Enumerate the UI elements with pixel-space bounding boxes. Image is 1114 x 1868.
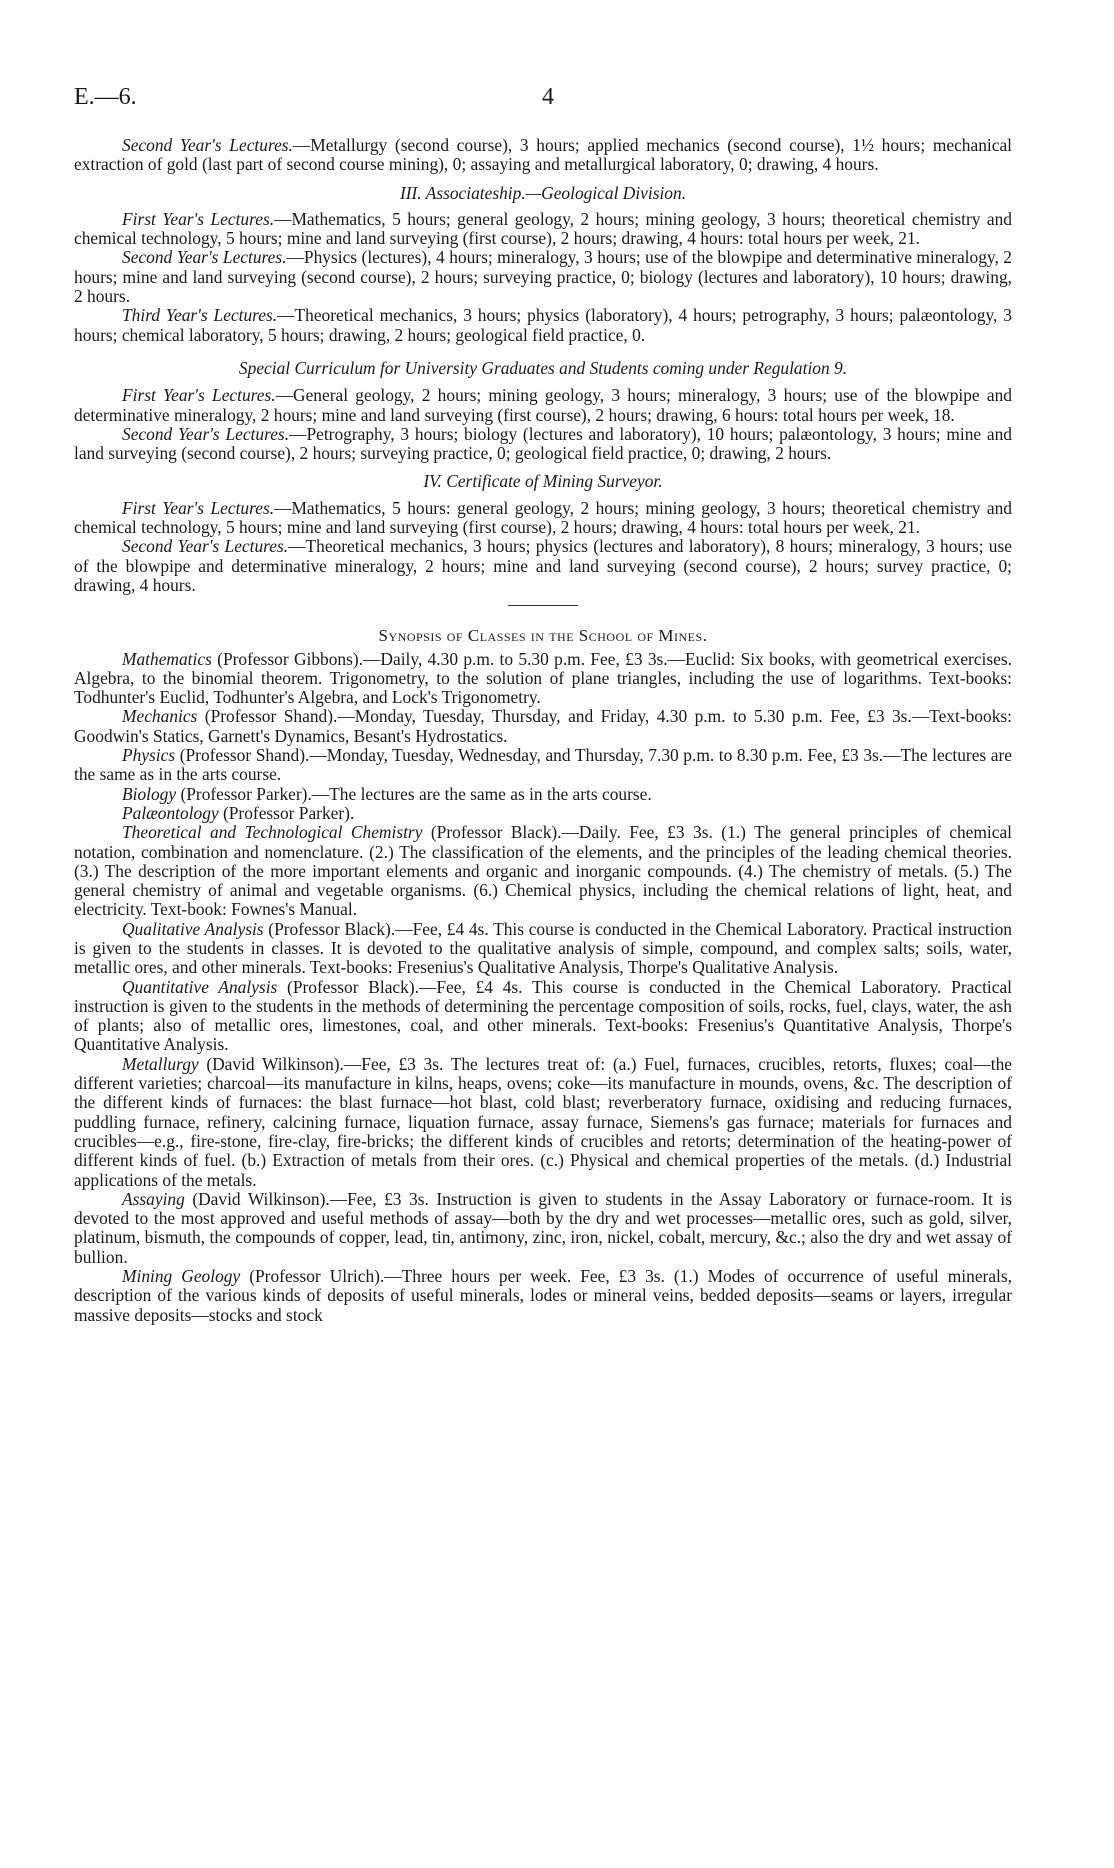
paragraph-text: —Metallurgy (second course), 3 hours; applied mechanics (second course), 1½ hours; mechanical extraction of gold (last part of second course mining), 0; assaying and metallurgical laboratory, 0; drawing, 4 hours.: [74, 135, 1012, 175]
paragraph-lead: Assaying: [122, 1188, 185, 1209]
paragraph-lead: Second Year's Lectures.: [122, 247, 287, 268]
paragraph-text: (Professor Parker).—The lectures are the same as in the arts course.: [176, 783, 652, 804]
paragraph: [74, 1190, 1012, 1267]
paragraph-text: (Professor Shand).—Monday, Tuesday, Wednesday, and Thursday, 7.30 p.m. to 8.30 p.m. Fee, £3 3s.—The lectures are the same as in the arts course.: [74, 745, 1012, 785]
paragraph-text: (Professor Black).—Fee, £4 4s. This course is conducted in the Chemical Laboratory. Practical instruction is given to the students in the methods of determining the percentage composition of soils, rocks, fuel, clays, water, the ash of plants; also of metallic ores, limestones, coal, and other minerals. Text-books: Fresenius's Quantitative Analysis, Thorpe's Quantitative Analysis.: [74, 976, 1013, 1055]
paragraph: [74, 707, 1012, 746]
section-divider: [508, 605, 578, 606]
paragraph-text: (Professor Gibbons).—Daily, 4.30 p.m. to 5.30 p.m. Fee, £3 3s.—Euclid: Six books, with geometrical exercises. Algebra, to the binomial theorem. Trigonometry, to the solution of plane triangles, including the use of logarithms. Text-books: Todhunter's Euclid, Todhunter's Algebra, and Lock's Trigonometry.: [74, 648, 1012, 708]
paragraph-lead: Mechanics: [122, 706, 198, 727]
paragraph-text: —Mathematics, 5 hours; general geology, 2 hours; mining geology, 3 hours; theoretical chemistry and chemical technology, 5 hours; mine and land surveying (first course), 2 hours; drawing, 4 hours: total hours per week, 21.: [74, 208, 1012, 249]
paragraph-lead: Theoretical and Technological Chemistry: [122, 822, 423, 843]
document-body: [74, 136, 1012, 1325]
paragraph: [74, 804, 1012, 823]
paragraph-text: (David Wilkinson).—Fee, £3 3s. Instruction is given to students in the Assay Laboratory or furnace-room. It is devoted to the most approved and useful methods of assay—both by the dry and wet processes—metallic ores, such as gold, silver, platinum, bismuth, the compounds of copper, lead, tin, antimony, zinc, iron, nickel, cobalt, mercury, &c.; also the dry and wet assay of bullion.: [74, 1188, 1012, 1267]
paragraph-lead: First Year's Lectures.: [122, 208, 275, 229]
paragraph-lead: First Year's Lectures.: [122, 497, 275, 518]
page-number: 4: [542, 84, 554, 110]
paragraph-lead: Mathematics: [122, 648, 212, 669]
paragraph-lead: Second Year's Lectures.: [122, 135, 293, 155]
paragraph: [74, 920, 1012, 978]
section-heading-special: Special Curriculum for University Graduates and Students coming under Regulation 9.: [238, 357, 848, 378]
paragraph-text: —General geology, 2 hours; mining geology, 3 hours; mineralogy, 3 hours; use of the blowpipe and determinative mineralogy, 2 hours; mine and land surveying (first course), 2 hours; drawing, 6 hours: total hours per week, 18.: [74, 385, 1012, 425]
paragraph-lead: Metallurgy: [122, 1053, 199, 1074]
paragraph-text: —Theoretical mechanics, 3 hours; physics (lectures and laboratory), 8 hours; mineralogy, 3 hours; use of the blowpipe and determinative mineralogy, 2 hours; mine and land surveying (second course), 2 hours; survey practice, 0; drawing, 4 hours.: [74, 536, 1012, 595]
paragraph: [74, 248, 1012, 306]
paragraph-text: (Professor Parker).: [218, 802, 355, 823]
paragraph-text: (Professor Black).—Fee, £4 4s. This course is conducted in the Chemical Laboratory. Practical instruction is given to the students in classes. It is devoted to the qualitative analysis of simple, compound, and complex salts; soils, water, metallic ores, and other minerals. Text-books: Fresenius's Qualitative Analysis, Thorpe's Qualitative Analysis.: [74, 918, 1012, 978]
paragraph-lead: Mining Geology: [122, 1266, 241, 1287]
paragraph-lead: Second Year's Lectures.: [122, 423, 290, 444]
paragraph: [74, 425, 1012, 464]
paragraph-lead: Biology: [122, 783, 177, 804]
paragraph-lead: Palæontology: [122, 802, 219, 823]
paragraph: [74, 1055, 1012, 1190]
paragraph: [74, 136, 1012, 175]
paragraph: [74, 978, 1012, 1055]
paragraph-lead: First Year's Lectures.: [122, 385, 276, 406]
paragraph-lead: Second Year's Lectures.: [122, 536, 289, 557]
paragraph-text: (Professor Ulrich).—Three hours per week. Fee, £3 3s. (1.) Modes of occurrence of useful minerals, description of the various kinds of deposits of useful minerals, lodes or mineral veins, bedded deposits—seams or layers, irregular massive deposits—stocks and stock: [74, 1266, 1013, 1325]
page-reference: E.—6.: [74, 84, 137, 110]
synopsis-title: Synopsis of Classes in the School of Mines.: [378, 626, 708, 646]
paragraph-lead: Physics: [122, 745, 176, 766]
paragraph: [74, 210, 1012, 249]
paragraph-text: (Professor Shand).—Monday, Tuesday, Thursday, and Friday, 4.30 p.m. to 5.30 p.m. Fee, £3 3s.—Text-books: Goodwin's Statics, Garnett's Dynamics, Besant's Hydrostatics.: [74, 706, 1012, 746]
paragraph-text: (Professor Black).—Daily. Fee, £3 3s. (1.) The general principles of chemical notation, combination and nomenclature. (2.) The classification of the elements, and the principles of the leading chemical theories. (3.) The description of the more important elements and organic and inorganic compounds. (4.) The chemistry of metals. (5.) The general chemistry of animal and vegetable organisms. (6.) Chemical physics, including the chemical relations of light, heat, and electricity. Text-book: Fownes's Manual.: [74, 822, 1012, 920]
paragraph: [74, 537, 1012, 595]
section-heading-surveyor: IV. Certificate of Mining Surveyor.: [423, 471, 663, 492]
paragraph: [74, 499, 1012, 538]
paragraph: [74, 823, 1012, 919]
paragraph-text: —Theoretical mechanics, 3 hours; physics (laboratory), 4 hours; petrography, 3 hours; palæontology, 3 hours; chemical laboratory, 5 hours; drawing, 2 hours; geological field practice, 0.: [74, 305, 1012, 345]
section-heading-geological: III. Associateship.—Geological Division.: [399, 182, 687, 203]
paragraph: [74, 306, 1012, 345]
paragraph: [74, 386, 1012, 425]
paragraph-text: —Mathematics, 5 hours: general geology, 2 hours; mining geology, 3 hours; theoretical chemistry and chemical technology, 5 hours; mine and land surveying (first course), 2 hours; drawing, 4 hours: total hours per week, 21.: [74, 497, 1012, 538]
paragraph-text: —Physics (lectures), 4 hours; mineralogy, 3 hours; use of the blowpipe and determinative mineralogy, 2 hours; mine and land surveying (second course), 2 hours; surveying practice, 0; biology (lectures and laboratory), 10 hours; drawing, 2 hours.: [74, 247, 1012, 307]
paragraph-lead: Quantitative Analysis: [122, 976, 278, 997]
paragraph: [74, 746, 1012, 785]
paragraph: [74, 650, 1012, 708]
page-header: [74, 84, 1074, 124]
paragraph-lead: Qualitative Analysis: [122, 918, 264, 939]
paragraph: [74, 1267, 1012, 1325]
paragraph-lead: Third Year's Lectures.: [122, 305, 278, 326]
paragraph-text: —Petrography, 3 hours; biology (lectures and laboratory), 10 hours; palæontology, 3 hours; mine and land surveying (second course), 2 hours; surveying practice, 0; geological field practice, 0; drawing, 2 hours.: [74, 423, 1012, 464]
paragraph: [74, 785, 1012, 804]
paragraph-text: (David Wilkinson).—Fee, £3 3s. The lectures treat of: (a.) Fuel, furnaces, crucibles, retorts, fluxes; coal—the different varieties; charcoal—its manufacture in kilns, heaps, ovens; coke—its manufacture in mounds, ovens, &c. The description of the different kinds of furnaces: the blast furnace—hot blast, cold blast; reverberatory furnace, oxidising and reducing furnaces, puddling furnace, refinery, calcining furnace, liquation furnace, assay furnace, Siemens's gas furnace; materials for furnaces and crucibles—e.g., fire-stone, fire-clay, fire-bricks; the different kinds of crucibles and retorts; determination of the heating-power of different kinds of fuel. (b.) Extraction of metals from their ores. (c.) Physical and chemical properties of the metals. (d.) Industrial applications of the metals.: [74, 1053, 1012, 1190]
